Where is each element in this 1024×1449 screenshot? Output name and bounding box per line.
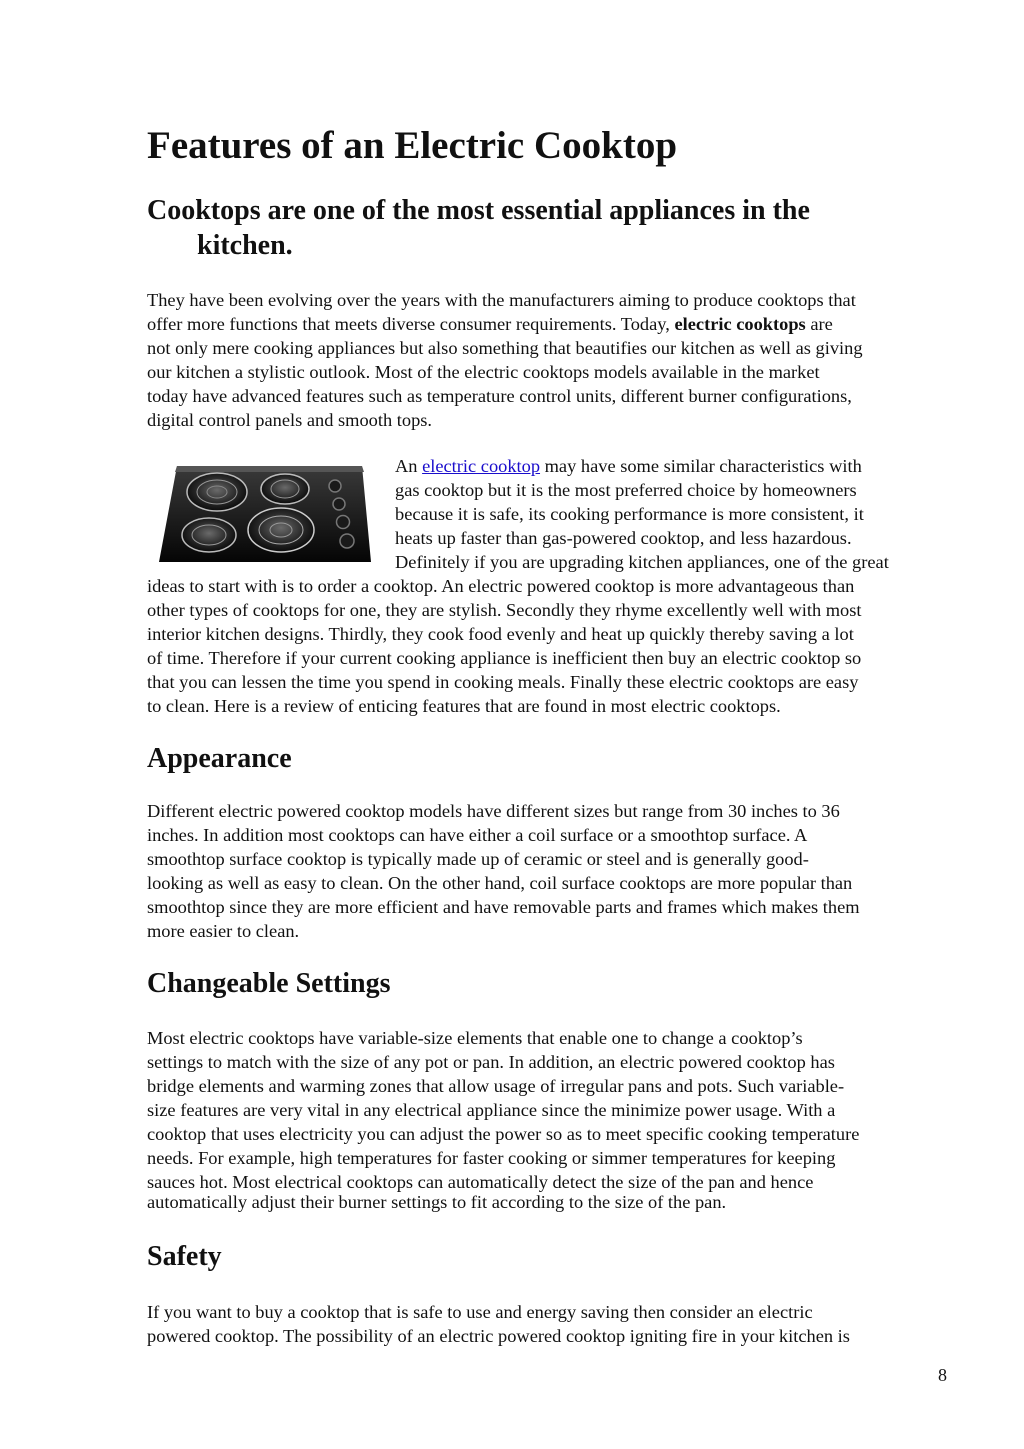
subtitle <box>147 193 947 263</box>
text-line: of time. Therefore if your current cooking appliance is inefficient then buy an electric cooktop so <box>147 648 862 668</box>
text-run: An <box>395 456 423 476</box>
text-line: other types of cooktops for one, they are stylish. Secondly they rhyme excellently well with most <box>147 600 862 620</box>
subtitle-line-2: kitchen. <box>197 230 293 261</box>
text-line: cooktop that uses electricity you can adjust the power so as to meet specific cooking temperature <box>147 1124 860 1144</box>
text-line: Most electric cooktops have variable-size elements that enable one to change a cooktop’s <box>147 1028 803 1048</box>
cooktop-image <box>157 462 373 566</box>
heading-changeable-settings: Changeable Settings <box>147 968 391 999</box>
text-line: Definitely if you are upgrading kitchen appliances, one of the great <box>395 552 889 572</box>
text-line: Different electric powered cooktop models have different sizes but range from 30 inches to 36 <box>147 801 840 821</box>
text-line: inches. In addition most cooktops can have either a coil surface or a smoothtop surface. A <box>147 825 808 845</box>
safety-paragraph <box>147 1300 959 1348</box>
text-line: interior kitchen designs. Thirdly, they cook food evenly and heat up quickly thereby saving a lot <box>147 624 854 644</box>
heading-safety: Safety <box>147 1241 222 1272</box>
wrapped-paragraph-full <box>147 574 959 718</box>
text-line: needs. For example, high temperatures for faster cooking or simmer temperatures for keeping <box>147 1148 836 1168</box>
intro-paragraph <box>147 288 959 432</box>
text-line: settings to match with the size of any pot or pan. In addition, an electric powered cooktop has <box>147 1052 835 1072</box>
text-line: If you want to buy a cooktop that is safe to use and energy saving then consider an electric <box>147 1302 813 1322</box>
bold-term: electric cooktops <box>674 314 806 334</box>
text-line: They have been evolving over the years with the manufacturers aiming to produce cooktops that <box>147 290 856 310</box>
text-line: ideas to start with is to order a cooktop. An electric powered cooktop is more advantageous than <box>147 576 855 596</box>
text-run: offer more functions that meets diverse consumer requirements. Today, <box>147 314 675 334</box>
text-run: are <box>805 314 833 334</box>
text-line: heats up faster than gas-powered cooktop, and less hazardous. <box>395 528 852 548</box>
text-line: to clean. Here is a review of enticing features that are found in most electric cooktops. <box>147 696 781 716</box>
heading-appearance: Appearance <box>147 743 292 774</box>
text-line: because it is safe, its cooking performance is more consistent, it <box>395 504 864 524</box>
text-line: sauces hot. Most electrical cooktops can automatically detect the size of the pan and hence <box>147 1172 814 1192</box>
text-line: smoothtop surface cooktop is typically made up of ceramic or steel and is generally good- <box>147 849 809 869</box>
electric-cooktop-link[interactable]: electric cooktop <box>422 456 541 476</box>
text-line: more easier to clean. <box>147 921 300 941</box>
text-line: size features are very vital in any electrical appliance since the minimize power usage. With a <box>147 1100 836 1120</box>
page-title: Features of an Electric Cooktop <box>147 124 678 167</box>
text-line: our kitchen a stylistic outlook. Most of the electric cooktops models available in the market <box>147 362 820 382</box>
wrapped-paragraph-right <box>395 454 965 574</box>
text-line: that you can lessen the time you spend in cooking meals. Finally these electric cooktops are easy <box>147 672 859 692</box>
text-line: powered cooktop. The possibility of an electric powered cooktop igniting fire in your kitchen is <box>147 1326 850 1346</box>
page-number: 8 <box>938 1365 947 1385</box>
text-line: gas cooktop but it is the most preferred choice by homeowners <box>395 480 857 500</box>
text-line: not only mere cooking appliances but also something that beautifies our kitchen as well as giving <box>147 338 863 358</box>
text-line: looking as well as easy to clean. On the other hand, coil surface cooktops are more popular than <box>147 873 853 893</box>
text-line: bridge elements and warming zones that allow usage of irregular pans and pots. Such variable- <box>147 1076 845 1096</box>
subtitle-line-1: Cooktops are one of the most essential appliances in the <box>147 195 810 226</box>
text-line <box>147 312 959 336</box>
text-line: automatically adjust their burner settings to fit according to the size of the pan. <box>147 1192 727 1212</box>
text-line <box>395 454 965 478</box>
settings-paragraph <box>147 1026 959 1214</box>
text-line: today have advanced features such as temperature control units, different burner configurations, <box>147 386 852 406</box>
text-run: may have some similar characteristics with <box>540 456 862 476</box>
text-line: smoothtop since they are more efficient and have removable parts and frames which makes them <box>147 897 860 917</box>
appearance-paragraph <box>147 799 959 943</box>
text-line: digital control panels and smooth tops. <box>147 410 433 430</box>
